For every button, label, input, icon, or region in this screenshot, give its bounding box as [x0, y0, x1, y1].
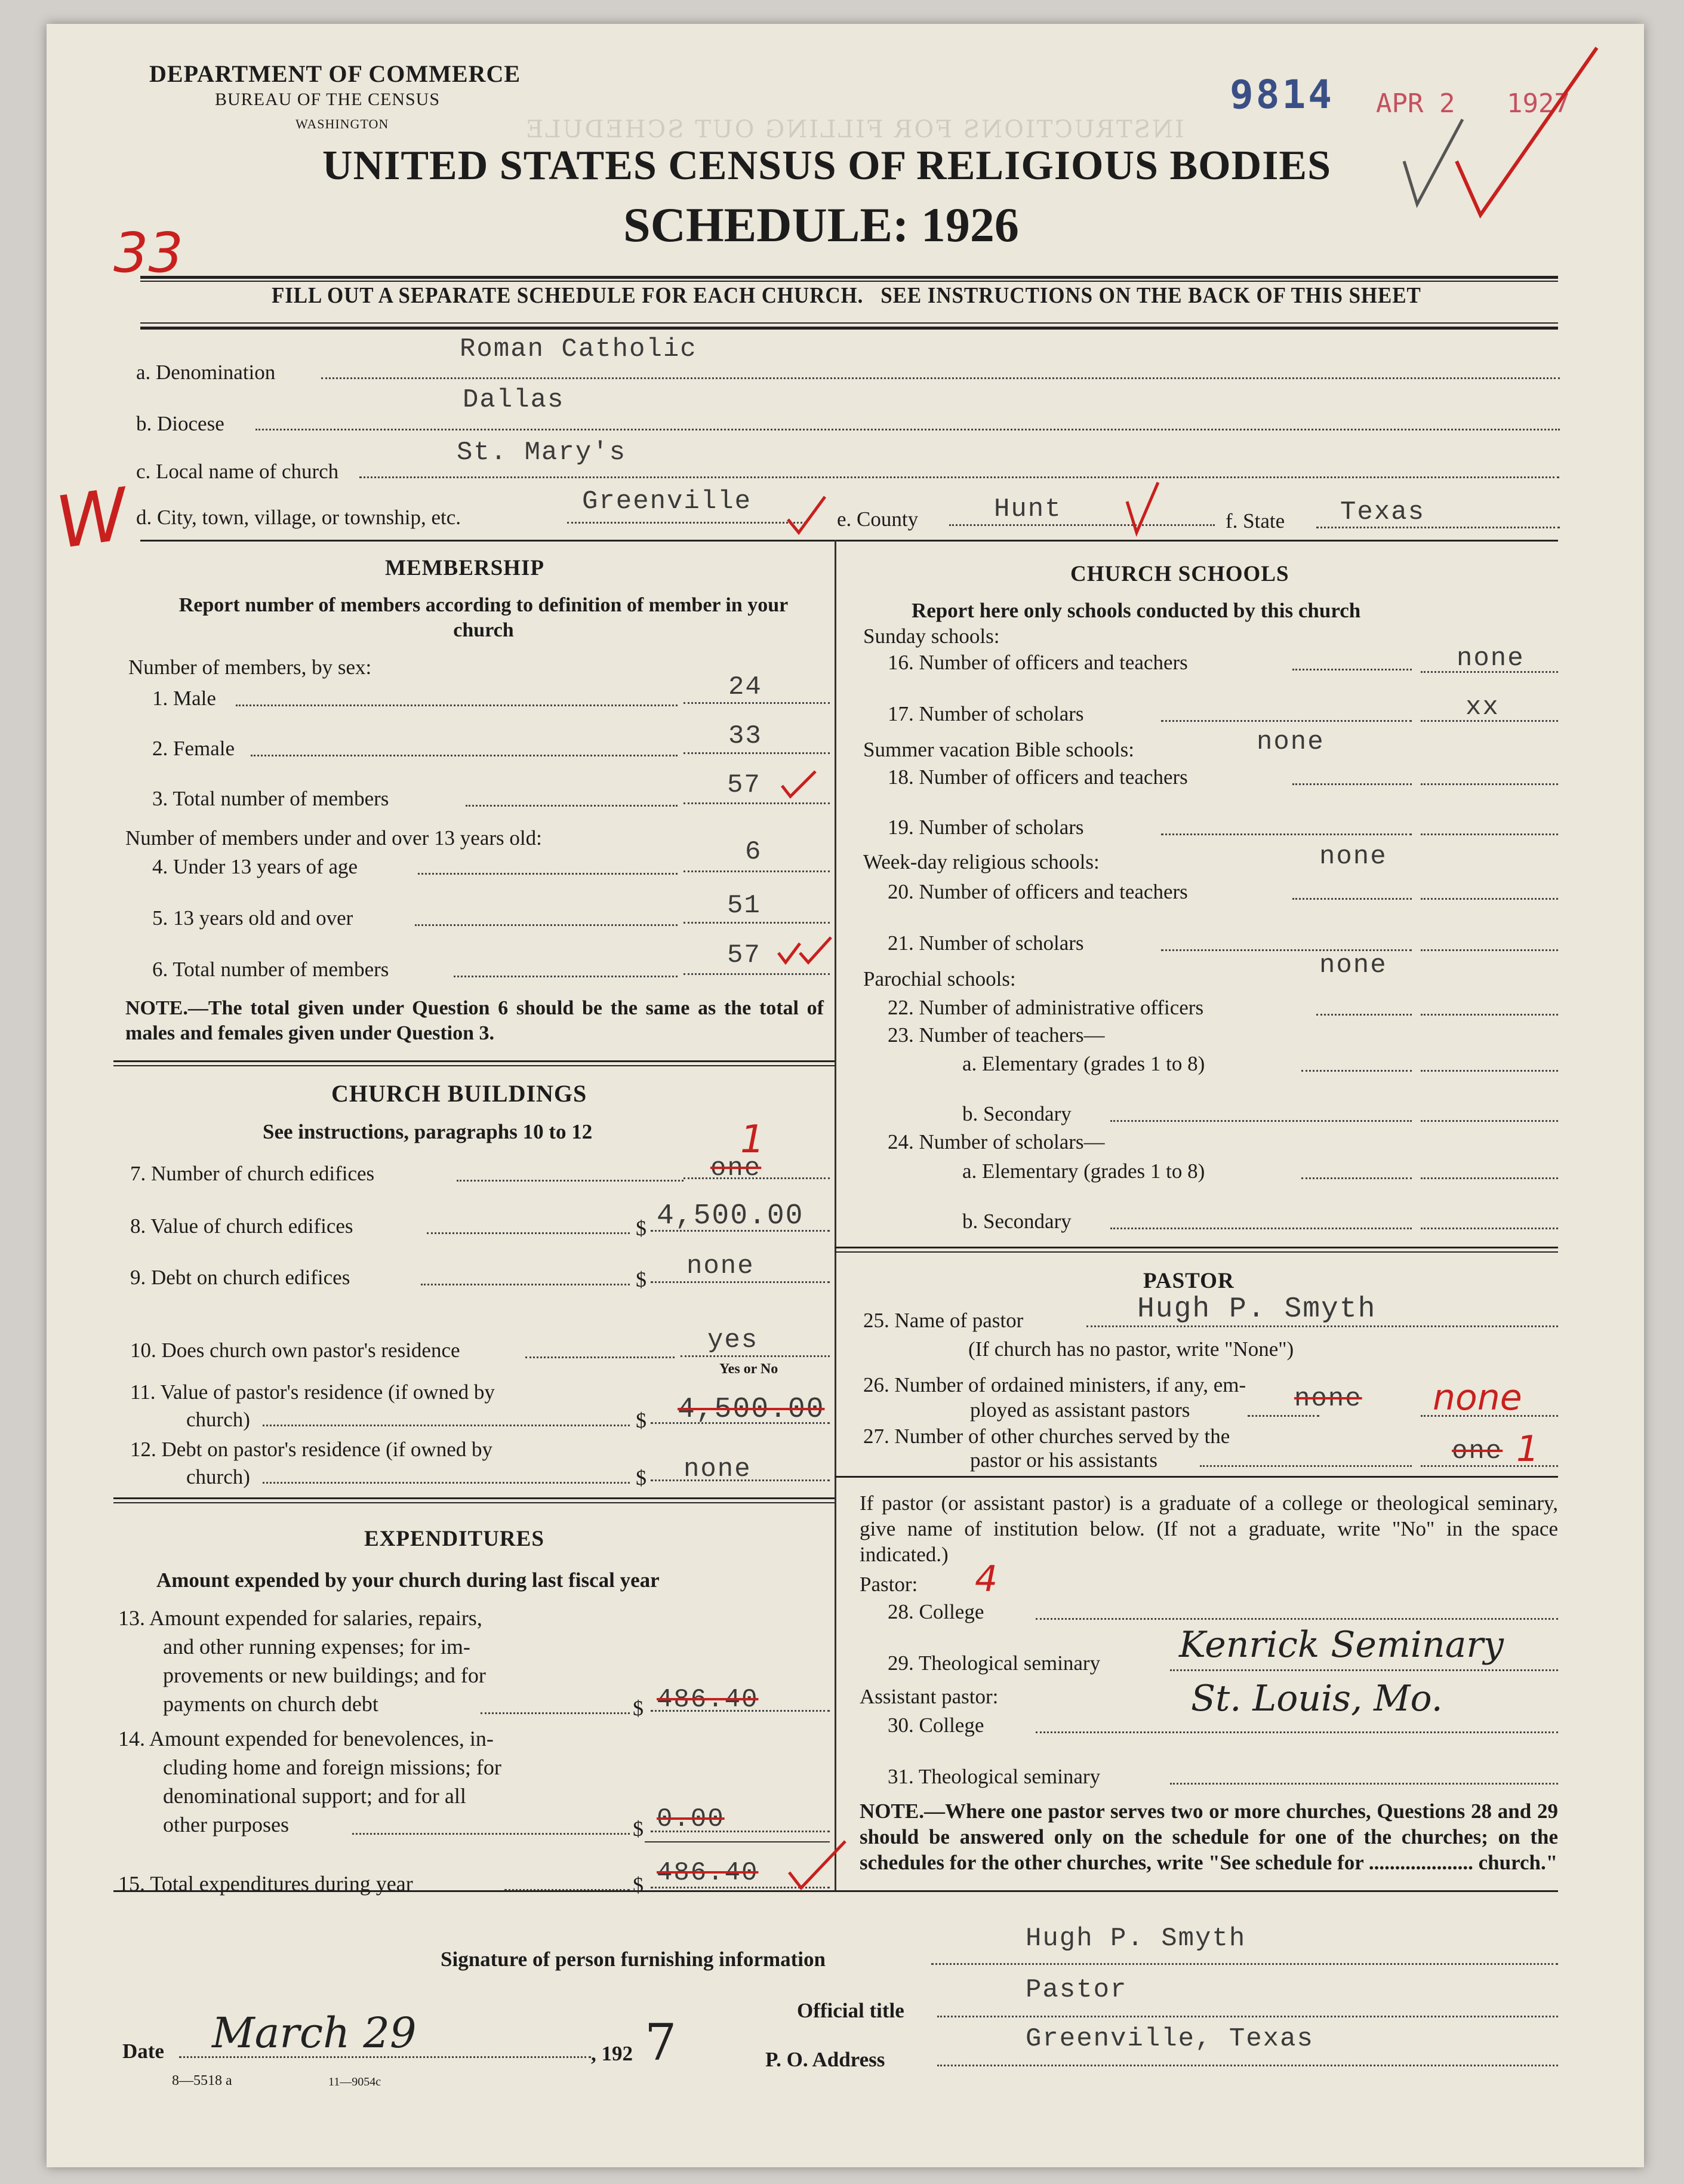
q14-answer-line	[651, 1831, 830, 1832]
red-checkmarks-row-d	[776, 478, 1194, 543]
q5-line	[415, 924, 678, 926]
q9-label: 9. Debt on church edifices	[130, 1266, 350, 1289]
q17-line	[1161, 720, 1412, 722]
schedule-title: SCHEDULE: 1926	[623, 198, 1019, 252]
q8-label: 8. Value of church edifices	[130, 1214, 353, 1238]
q16-value: none	[1457, 644, 1525, 673]
q6-line	[454, 976, 678, 977]
denomination-line	[321, 377, 1560, 379]
q24a-answer-line	[1421, 1177, 1558, 1179]
q9-line	[421, 1284, 630, 1285]
rule-schools-end-2	[835, 1251, 1558, 1253]
city-value: Greenville	[582, 487, 752, 516]
q18-answer-line	[1421, 783, 1558, 785]
q12-value: none	[684, 1454, 752, 1484]
q26-label-1: 26. Number of ordained ministers, if any, em-	[863, 1373, 1246, 1396]
q14-line-3: denominational support; and for all	[163, 1784, 466, 1808]
q14-line-4: other purposes	[163, 1813, 289, 1837]
q10-label: 10. Does church own pastor's residence	[130, 1339, 460, 1362]
parochial-schools-label: Parochial schools:	[863, 967, 1016, 991]
q14-line-2: cluding home and foreign missions; for	[163, 1755, 501, 1779]
q23a-label: a. Elementary (grades 1 to 8)	[962, 1052, 1205, 1075]
county-value: Hunt	[994, 494, 1062, 524]
schools-sub: Report here only schools conducted by this church	[912, 599, 1361, 622]
census-title: UNITED STATES CENSUS OF RELIGIOUS BODIES	[322, 143, 1332, 189]
q19-line	[1161, 833, 1412, 835]
q25-line	[1086, 1325, 1558, 1327]
q26-answer-line	[1421, 1415, 1558, 1417]
state-label: f. State	[1226, 509, 1285, 533]
print-number: 11—9054c	[328, 2075, 381, 2088]
q11-label-2: church)	[186, 1408, 250, 1431]
q24b-line	[1110, 1228, 1412, 1229]
pastor-sub-label: Pastor:	[860, 1573, 918, 1596]
date-year-prefix: , 192	[591, 2042, 633, 2065]
q27-line	[1200, 1465, 1412, 1467]
q16-line	[1292, 669, 1412, 670]
q3-line	[466, 805, 678, 807]
q21-label: 21. Number of scholars	[888, 931, 1084, 955]
q7-answer-line	[684, 1177, 830, 1179]
rule-top-1	[140, 276, 1558, 279]
q1-value: 24	[728, 672, 762, 702]
rule-top-4	[140, 327, 1558, 330]
department-heading: DEPARTMENT OF COMMERCE	[149, 60, 521, 87]
q27-answer-line	[1421, 1465, 1558, 1467]
schools-heading: CHURCH SCHOOLS	[1070, 562, 1289, 586]
q10-hint: Yes or No	[719, 1361, 778, 1377]
q5-value: 51	[727, 891, 761, 921]
sunday-schools-label: Sunday schools:	[863, 625, 1000, 648]
q13-line	[481, 1712, 630, 1714]
assistant-pastor-label: Assistant pastor:	[860, 1685, 999, 1708]
q25-label: 25. Name of pastor	[863, 1309, 1024, 1332]
q5-answer-line	[684, 922, 830, 924]
q7-red-number: 1	[740, 1118, 765, 1162]
q14-value: 0.00	[657, 1804, 725, 1834]
expenditures-heading: EXPENDITURES	[364, 1527, 544, 1551]
q15-red-check	[786, 1837, 851, 1896]
vacation-schools-label: Summer vacation Bible schools:	[863, 738, 1134, 761]
q24a-label: a. Elementary (grades 1 to 8)	[962, 1159, 1205, 1183]
membership-heading: MEMBERSHIP	[385, 556, 544, 580]
buildings-heading: CHURCH BUILDINGS	[331, 1080, 587, 1107]
q14-line	[352, 1833, 630, 1835]
stamp-date: APR 2	[1376, 88, 1455, 119]
q29-line	[1170, 1669, 1558, 1671]
q17-label: 17. Number of scholars	[888, 702, 1084, 725]
q27-label-2: pastor or his assistants	[970, 1448, 1158, 1472]
q17-answer-line	[1421, 720, 1558, 722]
q14-line-1: 14. Amount expended for benevolences, in-	[118, 1727, 494, 1751]
city-line	[567, 522, 806, 524]
bureau-heading: BUREAU OF THE CENSUS	[215, 90, 440, 109]
weekday-schools-value: none	[1319, 842, 1387, 872]
signature-value: Hugh P. Smyth	[1026, 1924, 1246, 1954]
q30-label: 30. College	[888, 1714, 984, 1737]
state-line	[1316, 527, 1560, 528]
q8-dollar: $	[636, 1216, 646, 1240]
q29-location: St. Louis, Mo.	[1191, 1678, 1443, 1719]
address-line	[937, 2065, 1558, 2066]
q6-value: 57	[727, 940, 761, 970]
membership-by-age: Number of members under and over 13 years old:	[125, 826, 542, 850]
pastor-note: NOTE.—Where one pastor serves two or more churches, Questions 28 and 29 should be answered only on the schedule for one of the churches; on the schedules for the other churches, write "See schedule for .................... church."	[860, 1800, 1558, 1874]
q27-value: one	[1452, 1436, 1503, 1466]
q23a-line	[1301, 1070, 1412, 1072]
membership-note: NOTE.—The total given under Question 6 should be the same as the total of males and females given under Question 3.	[125, 997, 824, 1044]
q11-answer-line	[651, 1422, 830, 1424]
address-value: Greenville, Texas	[1026, 2024, 1314, 2054]
q22-line	[1316, 1014, 1412, 1016]
q9-value: none	[686, 1251, 755, 1281]
q4-label: 4. Under 13 years of age	[152, 855, 358, 878]
q27-red-value: 1	[1516, 1428, 1540, 1470]
rule-pastor-mid	[835, 1476, 1558, 1478]
membership-intro: Report number of members according to definition of member in your church	[178, 594, 789, 641]
city-label: d. City, town, village, or township, etc.	[136, 506, 461, 529]
rule-membership-end-1	[113, 1060, 835, 1062]
parochial-schools-value: none	[1319, 950, 1387, 980]
q4-value: 6	[745, 837, 762, 867]
red-pencil-four: 4	[975, 1558, 998, 1600]
q11-label-1: 11. Value of pastor's residence (if owned by	[130, 1380, 495, 1404]
column-divider	[835, 540, 836, 1890]
q12-line	[263, 1482, 630, 1484]
q13-line-4: payments on church debt	[163, 1692, 378, 1716]
date-value: March 29	[212, 2008, 417, 2057]
q17-value: xx	[1466, 693, 1500, 722]
checkmark-marks	[1391, 36, 1618, 251]
date-line	[179, 2056, 591, 2058]
q19-answer-line	[1421, 833, 1558, 835]
rule-right-bottom	[835, 1890, 1558, 1892]
q12-answer-line	[651, 1479, 830, 1481]
official-title-value: Pastor	[1026, 1975, 1128, 2005]
q31-line	[1170, 1783, 1558, 1785]
q26-label-2: ployed as assistant pastors	[970, 1398, 1190, 1422]
q28-line	[1036, 1618, 1558, 1620]
q1-answer-line	[684, 702, 830, 704]
q2-value: 33	[728, 721, 762, 751]
q19-label: 19. Number of scholars	[888, 816, 1084, 839]
q5-label: 5. 13 years old and over	[152, 906, 353, 930]
q11-value: 4,500.00	[678, 1394, 825, 1426]
q2-line	[251, 755, 678, 756]
official-title-line	[937, 2016, 1558, 2017]
q23a-answer-line	[1421, 1070, 1558, 1072]
q22-label: 22. Number of administrative officers	[888, 996, 1204, 1019]
q21-answer-line	[1421, 949, 1558, 951]
q10-value: yes	[707, 1325, 759, 1355]
q24b-answer-line	[1421, 1228, 1558, 1229]
instruction-banner: FILL OUT A SEPARATE SCHEDULE FOR EACH CHURCH. SEE INSTRUCTIONS ON THE BACK OF THIS SHEET	[272, 283, 1421, 308]
pastor-heading: PASTOR	[1143, 1269, 1234, 1293]
date-label: Date	[122, 2040, 164, 2063]
q10-line	[525, 1356, 675, 1358]
q4-answer-line	[684, 870, 830, 872]
q2-answer-line	[684, 752, 830, 754]
weekday-schools-label: Week-day religious schools:	[863, 850, 1100, 873]
q13-line-2: and other running expenses; for im-	[163, 1635, 470, 1659]
q26-line	[1248, 1415, 1319, 1417]
q2-label: 2. Female	[152, 737, 235, 760]
q9-answer-line	[651, 1281, 830, 1283]
q13-dollar: $	[633, 1696, 644, 1720]
q20-label: 20. Number of officers and teachers	[888, 880, 1188, 903]
q27-label-1: 27. Number of other churches served by the	[863, 1425, 1230, 1448]
q15-label: 15. Total expenditures during year	[118, 1872, 413, 1896]
denomination-label: a. Denomination	[136, 361, 276, 384]
q25-value: Hugh P. Smyth	[1137, 1293, 1377, 1325]
city-heading: WASHINGTON	[295, 116, 389, 131]
q8-value: 4,500.00	[657, 1200, 804, 1232]
q1-label: 1. Male	[152, 687, 216, 710]
rule-top-2	[140, 281, 1558, 282]
buildings-sub: See instructions, paragraphs 10 to 12	[263, 1120, 593, 1143]
q18-label: 18. Number of officers and teachers	[888, 765, 1188, 789]
rule-section	[140, 540, 1558, 542]
q23b-answer-line	[1421, 1120, 1558, 1122]
q22-answer-line	[1421, 1014, 1558, 1016]
q12-label-1: 12. Debt on pastor's residence (if owned by	[130, 1438, 492, 1461]
q16-label: 16. Number of officers and teachers	[888, 651, 1188, 674]
q25-hint: (If church has no pastor, write "None")	[968, 1337, 1294, 1361]
q29-value: Kenrick Seminary	[1179, 1624, 1504, 1666]
q4-line	[418, 873, 678, 875]
q20-answer-line	[1421, 898, 1558, 900]
rule-left-bottom	[113, 1890, 835, 1892]
q8-line	[427, 1232, 630, 1234]
q10-answer-line	[681, 1355, 830, 1357]
q24b-label: b. Secondary	[962, 1210, 1072, 1233]
red-pencil-number: 33	[113, 221, 184, 285]
q3-red-check	[777, 768, 825, 804]
church-name-label: c. Local name of church	[136, 460, 339, 483]
q12-dollar: $	[636, 1466, 646, 1490]
q29-label: 29. Theological seminary	[888, 1651, 1101, 1675]
vacation-schools-value: none	[1257, 727, 1325, 757]
q28-label: 28. College	[888, 1600, 984, 1623]
diocese-label: b. Diocese	[136, 412, 224, 435]
q30-line	[1036, 1731, 1558, 1733]
denomination-value: Roman Catholic	[460, 334, 697, 364]
q13-value: 486.40	[657, 1685, 759, 1715]
q24a-line	[1301, 1177, 1412, 1179]
q1-line	[236, 705, 678, 706]
document-number-stamp: 9814	[1230, 72, 1334, 118]
q3-label: 3. Total number of members	[152, 787, 389, 810]
diocese-value: Dallas	[463, 385, 565, 415]
q15-dollar: $	[633, 1873, 644, 1897]
q13-block	[118, 1604, 486, 1718]
q26-red-value: none	[1433, 1377, 1522, 1419]
q16-answer-line	[1421, 671, 1558, 673]
q11-dollar: $	[636, 1408, 646, 1432]
q6-label: 6. Total number of members	[152, 958, 389, 981]
q7-value: one	[710, 1153, 762, 1183]
date-year-digit: 7	[645, 2013, 677, 2072]
rule-schools-end-1	[835, 1247, 1558, 1248]
q26-value: none	[1294, 1384, 1362, 1414]
form-number: 8—5518 a	[172, 2073, 232, 2088]
q18-line	[1292, 783, 1412, 785]
q7-label: 7. Number of church edifices	[130, 1162, 375, 1185]
rule-membership-end-2	[113, 1065, 835, 1066]
rule-top-3	[140, 322, 1558, 324]
q31-label: 31. Theological seminary	[888, 1765, 1101, 1788]
q23b-label: b. Secondary	[962, 1102, 1072, 1125]
q6-red-checks	[776, 935, 836, 971]
q7-line	[457, 1180, 684, 1182]
membership-by-sex: Number of members, by sex:	[128, 656, 372, 679]
county-label: e. County	[837, 507, 919, 531]
church-name-value: St. Mary's	[457, 438, 627, 467]
signature-label: Signature of person furnishing information	[441, 1948, 826, 1971]
rule-buildings-end-1	[113, 1497, 835, 1499]
rule-buildings-end-2	[113, 1502, 835, 1503]
q23b-line	[1110, 1120, 1412, 1122]
q20-line	[1292, 898, 1412, 900]
q13-line-3: provements or new buildings; and for	[163, 1663, 486, 1687]
q11-line	[263, 1425, 630, 1426]
q13-line-1: 13. Amount expended for salaries, repairs,	[118, 1606, 482, 1630]
signature-line	[931, 1963, 1558, 1965]
q14-block	[118, 1724, 501, 1839]
stamp-year: 1927	[1506, 88, 1570, 119]
red-pencil-letter: W	[51, 473, 133, 565]
q3-value: 57	[727, 770, 761, 800]
official-title-label: Official title	[797, 1999, 904, 2022]
q14-dollar: $	[633, 1817, 644, 1841]
expenditures-sub: Amount expended by your church during last fiscal year	[156, 1568, 660, 1592]
q6-answer-line	[684, 973, 830, 975]
q8-answer-line	[651, 1230, 830, 1232]
diocese-line	[255, 429, 1560, 430]
state-value: Texas	[1340, 497, 1426, 527]
q9-dollar: $	[636, 1268, 646, 1291]
q23-label: 23. Number of teachers—	[888, 1023, 1105, 1047]
graduate-note: If pastor (or assistant pastor) is a graduate of a college or theological seminary, give name of institution below. (If not a graduate, write "No" in the space indicated.)	[860, 1491, 1558, 1566]
q12-label-2: church)	[186, 1465, 250, 1488]
address-label: P. O. Address	[765, 2048, 885, 2071]
q15-value: 486.40	[657, 1858, 759, 1888]
q24-label: 24. Number of scholars—	[888, 1130, 1105, 1153]
q13-answer-line	[651, 1710, 830, 1712]
